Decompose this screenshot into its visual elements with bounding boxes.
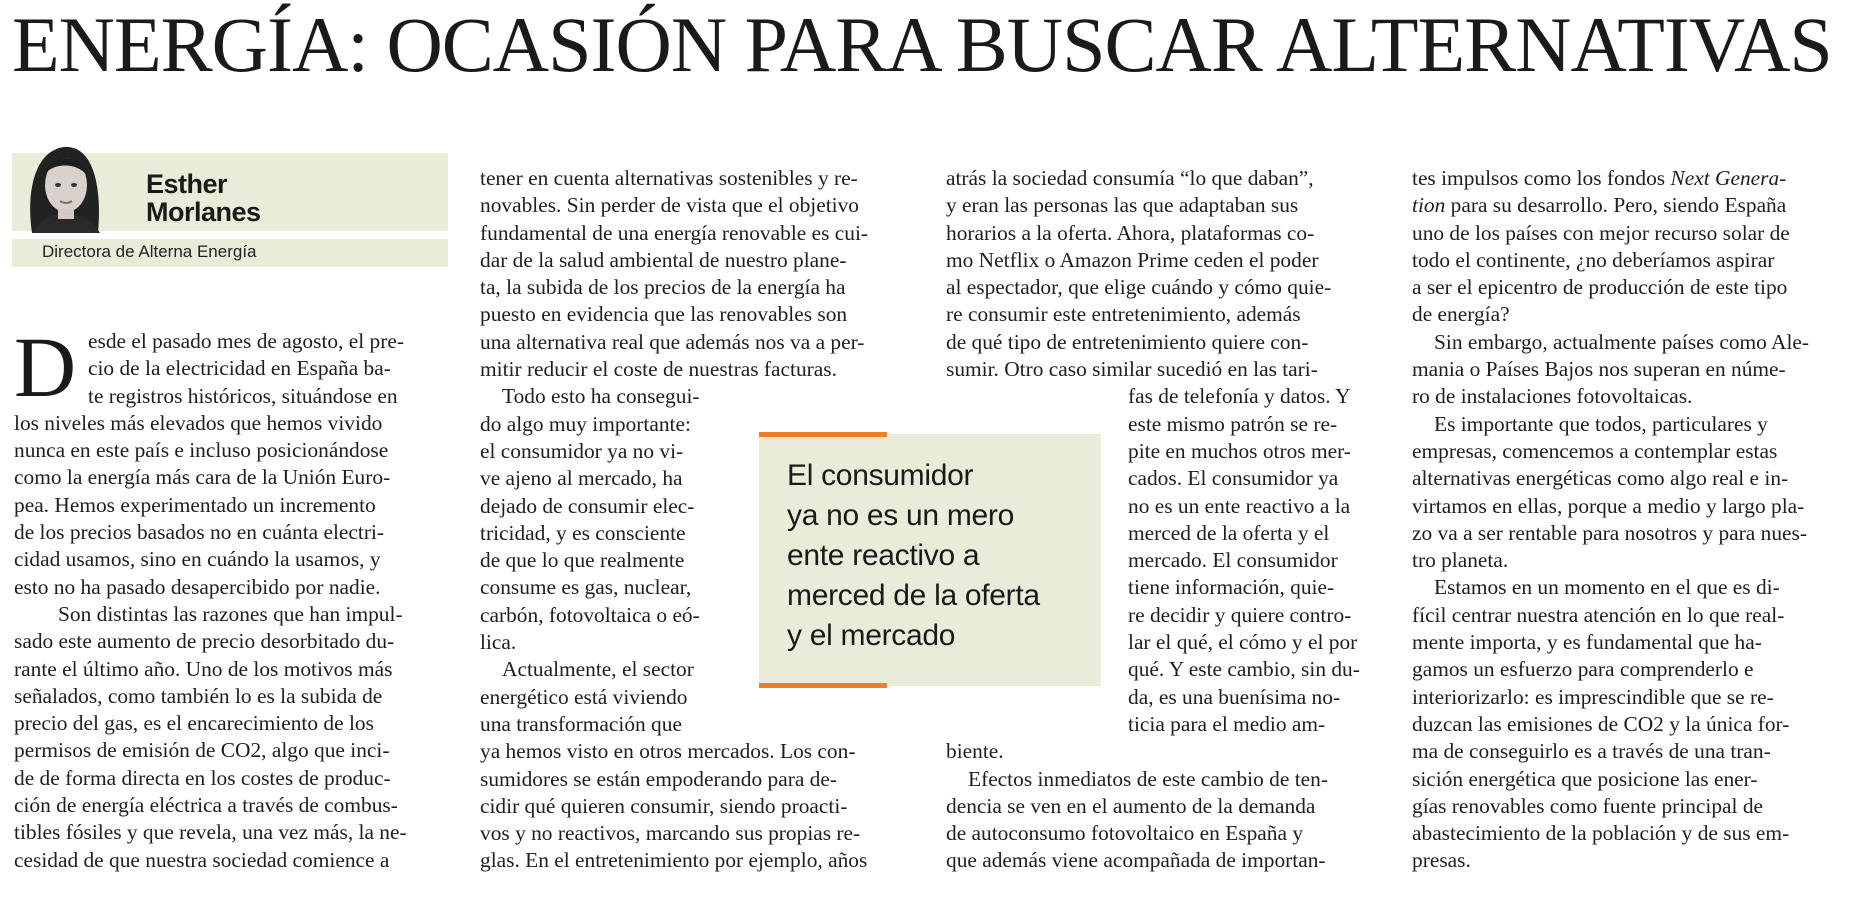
text-line: tro planeta. xyxy=(1412,548,1509,573)
text-line: re consumir este entretenimiento, además xyxy=(946,302,1301,327)
text-line: tricidad, y es consciente xyxy=(480,520,686,545)
text-line: lar el qué, el cómo y el por xyxy=(1128,630,1358,655)
text-line: ticia para el medio am- xyxy=(1128,711,1326,736)
text-line: merced de la oferta y el xyxy=(1128,520,1330,545)
text-line: esde el pasado mes de agosto, el pre- xyxy=(88,329,404,353)
text-line: nunca en este país e incluso posicionándose xyxy=(14,438,389,463)
text-line: ta, la subida de los precios de la energía ha xyxy=(480,275,846,300)
text-line: Es importante que todos, particulares y xyxy=(1434,411,1768,436)
text-line: tes impulsos como los fondos Next Genera- xyxy=(1412,166,1787,190)
text-line: cidir qué quieren consumir, siendo proacti- xyxy=(480,793,848,818)
text-line: gías renovables como fuente principal de xyxy=(1412,793,1764,818)
text-line: sumir. Otro caso similar sucedió en las tari- xyxy=(946,357,1318,382)
text-line: cio de la electricidad en España ba- xyxy=(88,356,391,381)
text-line: todo el continente, ¿no deberíamos aspirar xyxy=(1412,247,1775,272)
author-role: Directora de Alterna Energía xyxy=(42,242,257,261)
text-line: señalados, como también lo es la subida de xyxy=(14,683,383,708)
text-line: alternativas energéticas como algo real e in- xyxy=(1412,466,1789,491)
pullquote-rule-top xyxy=(759,432,887,437)
text-line: novables. Sin perder de vista que el objetivo xyxy=(480,193,859,218)
text-line: biente. xyxy=(946,739,1004,764)
dropcap: D xyxy=(14,319,77,415)
text-line: cados. El consumidor ya xyxy=(1128,466,1339,491)
text-line: ción de energía eléctrica a través de combus- xyxy=(14,793,398,818)
text-line: tener en cuenta alternativas sostenibles y re- xyxy=(480,166,858,190)
text-line: pea. Hemos experimentado un incremento xyxy=(14,492,376,517)
text-line: permisos de emisión de CO2, algo que inci- xyxy=(14,738,390,763)
column-1 xyxy=(14,319,450,874)
text-line: duzcan las emisiones de CO2 y la única for- xyxy=(1412,711,1790,736)
text-line: mitir reducir el coste de nuestras facturas. xyxy=(480,357,837,382)
text-line: que además viene acompañada de importan- xyxy=(946,848,1326,873)
text-line: lica. xyxy=(480,630,517,655)
text-line: zo va a ser rentable para nosotros y para nues- xyxy=(1412,520,1807,545)
text-line: sición energética que posicione las ener- xyxy=(1412,766,1758,791)
text-line: cesidad de que nuestra sociedad comience a xyxy=(14,847,390,872)
text-line: presas. xyxy=(1412,848,1471,873)
text-line: energético está viviendo xyxy=(480,684,688,709)
column-4 xyxy=(1412,165,1848,875)
text-line: el consumidor ya no vi- xyxy=(480,438,684,463)
author-photo xyxy=(14,133,114,233)
author-name: Esther Morlanes xyxy=(146,169,261,227)
text-line: mente importa, y es fundamental que ha- xyxy=(1412,630,1762,655)
text-line: glas. En el entretenimiento por ejemplo, años xyxy=(480,848,868,873)
text-line: tiene información, quie- xyxy=(1128,575,1335,600)
text-line: vos y no reactivos, marcando sus propias re- xyxy=(480,821,861,846)
text-line: de energía? xyxy=(1412,302,1510,327)
text-line: Efectos inmediatos de este cambio de ten- xyxy=(968,766,1328,791)
text-line: tibles fósiles y que revela, una vez más, la ne- xyxy=(14,820,407,845)
text-line: atrás la sociedad consumía “lo que daban”, xyxy=(946,166,1314,190)
text-line: de qué tipo de entretenimiento quiere con- xyxy=(946,329,1309,354)
text-line: fícil centrar nuestra atención en lo que real- xyxy=(1412,602,1785,627)
headline: ENERGÍA: OCASIÓN PARA BUSCAR ALTERNATIVAS xyxy=(12,1,1832,88)
text-line: gamos un esfuerzo para comprenderlo e xyxy=(1412,657,1754,682)
author-role-bar xyxy=(12,239,448,267)
text-line: de autoconsumo fotovoltaico en España y xyxy=(946,821,1304,846)
text-line: carbón, fotovoltaica o eó- xyxy=(480,602,700,627)
text-line: fas de telefonía y datos. Y xyxy=(1128,384,1351,409)
text-line: de de forma directa en los costes de produc- xyxy=(14,765,391,790)
text-line: y eran las personas las que adaptaban sus xyxy=(946,193,1299,218)
text-line: sado este aumento de precio desorbitado du- xyxy=(14,629,395,654)
text-line: Sin embargo, actualmente países como Ale- xyxy=(1434,329,1810,354)
text-line: una alternativa real que además nos va a per- xyxy=(480,329,865,354)
text-line: precio del gas, es el encarecimiento de los xyxy=(14,711,374,736)
text-line: pite en muchos otros mer- xyxy=(1128,438,1351,463)
text-line: cidad usamos, sino en cuándo la usamos, y xyxy=(14,547,381,572)
text-line: interiorizarlo: es imprescindible que se re- xyxy=(1412,684,1774,709)
text-line: ma de conseguirlo es a través de una tran- xyxy=(1412,739,1771,764)
text-line: puesto en evidencia que las renovables son xyxy=(480,302,848,327)
pullquote-rule-bottom xyxy=(759,683,887,688)
text-line: de los precios basados no en cuánta electri- xyxy=(14,520,385,545)
text-line: mania o Países Bajos nos superan en núme- xyxy=(1412,357,1786,382)
text-line: dejado de consumir elec- xyxy=(480,493,695,518)
text-line: dar de la salud ambiental de nuestro plane- xyxy=(480,247,847,272)
text-line: virtamos en ellas, porque a medio y largo pla- xyxy=(1412,493,1805,518)
text-line: qué. Y este cambio, sin du- xyxy=(1128,657,1360,682)
text-line: da, es una buenísima no- xyxy=(1128,684,1341,709)
text-line: uno de los países con mejor recurso solar de xyxy=(1412,220,1790,245)
text-line: sumidores se están empoderando para de- xyxy=(480,766,837,791)
text-line: mo Netflix o Amazon Prime ceden el poder xyxy=(946,247,1319,272)
text-line: horarios a la oferta. Ahora, plataformas co- xyxy=(946,220,1315,245)
text-line: Son distintas las razones que han impul- xyxy=(58,601,403,626)
text-line: te registros históricos, situándose en xyxy=(88,383,398,408)
text-line: mercado. El consumidor xyxy=(1128,548,1338,573)
text-line: no es un ente reactivo a la xyxy=(1128,493,1351,518)
text-line: Estamos en un momento en el que es di- xyxy=(1434,575,1780,600)
text-line: abastecimiento de la población y de sus em- xyxy=(1412,821,1790,846)
text-line: de que lo que realmente xyxy=(480,548,685,573)
text-line: Actualmente, el sector xyxy=(502,657,694,682)
text-line: esto no ha pasado desapercibido por nadie. xyxy=(14,574,381,599)
pullquote-text: El consumidor ya no es un mero ente reactivo a merced de la oferta y el mercado xyxy=(787,459,1040,652)
text-line: al espectador, que elige cuándo y cómo quie- xyxy=(946,275,1332,300)
text-line: ve ajeno al mercado, ha xyxy=(480,466,683,491)
text-line: como la energía más cara de la Unión Euro- xyxy=(14,465,391,490)
text-line: rante el último año. Uno de los motivos más xyxy=(14,656,393,681)
text-line: los niveles más elevados que hemos vivido xyxy=(14,410,383,435)
text-line: este mismo patrón se re- xyxy=(1128,411,1338,436)
text-line: dencia se ven en el aumento de la demanda xyxy=(946,793,1316,818)
text-line: empresas, comencemos a contemplar estas xyxy=(1412,438,1778,463)
text-line: Todo esto ha consegui- xyxy=(502,384,700,409)
text-line: ro de instalaciones fotovoltaicas. xyxy=(1412,384,1693,409)
text-line: fundamental de una energía renovable es cui- xyxy=(480,220,869,245)
text-line: do algo muy importante: xyxy=(480,411,691,436)
text-line: ya hemos visto en otros mercados. Los con- xyxy=(480,739,856,764)
text-line: una transformación que xyxy=(480,711,682,736)
text-line: a ser el epicentro de producción de este tipo xyxy=(1412,275,1788,300)
text-line: tion para su desarrollo. Pero, siendo España xyxy=(1412,193,1787,218)
text-line: consume es gas, nuclear, xyxy=(480,575,692,600)
text-line: re decidir y quiere contro- xyxy=(1128,602,1352,627)
